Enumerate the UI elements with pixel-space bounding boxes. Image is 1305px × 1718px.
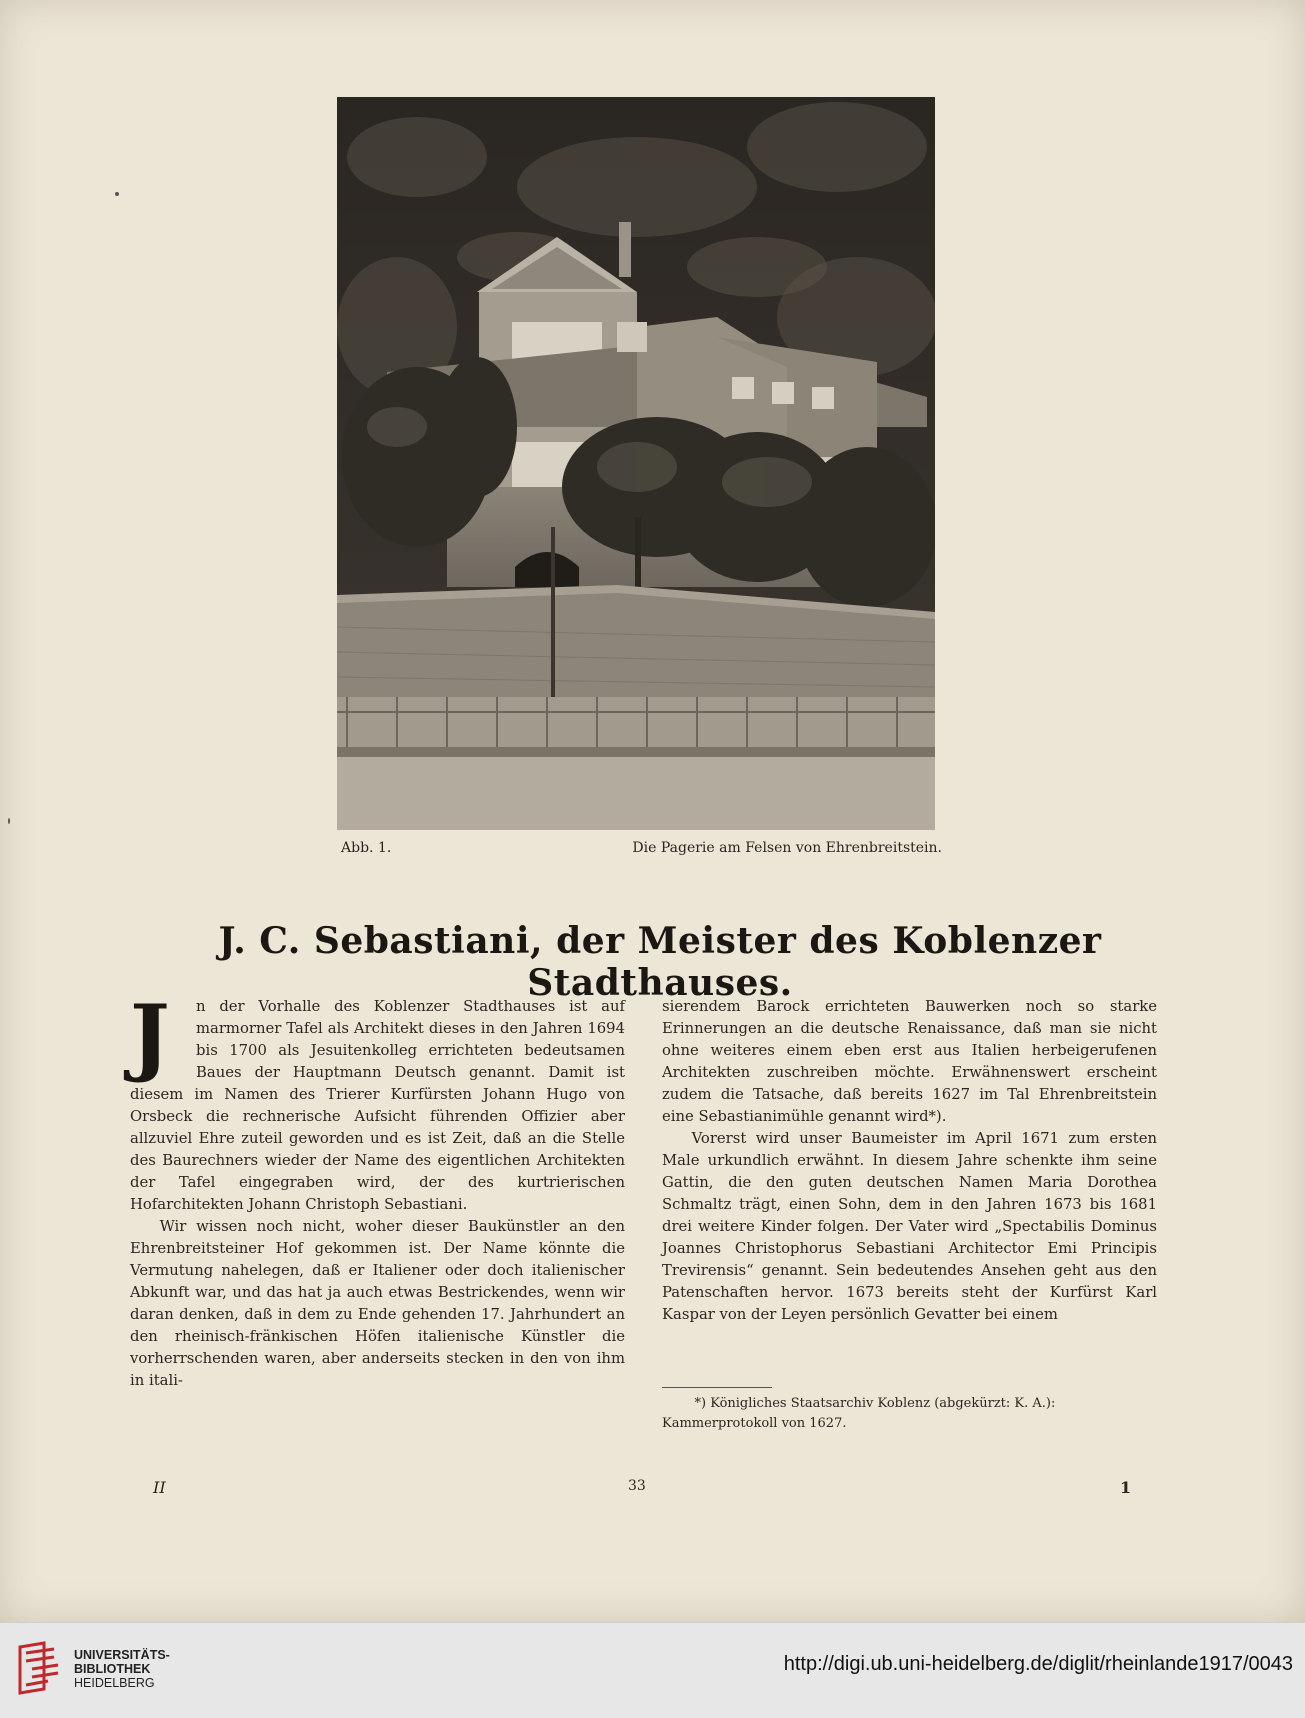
paragraph-text: n der Vorhalle des Koblenzer Stadthauses ist auf marmorner Tafel als Architekt dieses in den Jahren 1694 bis 1700 als Jesuitenkolleg errichteten bedeutsamen Baues der Hauptmann Deutsch genannt. Damit ist diesem im Namen des Trierer Kurfürsten Johann Hugo von Orsbeck die rechnerische Aufsicht führenden Offizier aber allzuviel Ehre zuteil geworden und es ist Zeit, daß an die Stelle des Baurechners wieder der Name des eigentlichen Architekten der Tafel eingegraben wird, der des kurtrierischen Hofarchitekten Johann Christoph Sebastiani. — [130, 998, 625, 1213]
drop-cap: J — [130, 986, 170, 1085]
paragraph — [130, 986, 625, 1216]
viewer-footer — [0, 1622, 1305, 1718]
signature-mark: II — [153, 1478, 166, 1497]
library-name-line: HEIDELBERG — [74, 1676, 155, 1690]
library-name-line: UNIVERSITÄTS- — [74, 1648, 170, 1662]
building-photograph — [337, 97, 935, 830]
footnote-divider — [662, 1387, 772, 1388]
building-photo-drawing — [337, 97, 935, 830]
permalink-url[interactable]: http://digi.ub.uni-heidelberg.de/diglit/rheinlande1917/0043 — [783, 1653, 1293, 1675]
text-column-left — [130, 986, 625, 1392]
page-number: 33 — [628, 1478, 646, 1494]
figure-label: Abb. 1. — [341, 840, 392, 856]
article-title: J. C. Sebastiani, der Meister des Koblenzer Stadthauses. — [218, 920, 1102, 1004]
footnote: *) Königliches Staatsarchiv Koblenz (abgekürzt: K. A.): Kammerprotokoll von 1627. — [662, 1396, 1056, 1431]
dust-speck — [8, 818, 10, 824]
library-logo-icon — [14, 1639, 62, 1697]
dust-speck — [115, 192, 119, 196]
paragraph: Vorerst wird unser Baumeister im April 1671 zum ersten Male urkundlich erwähnt. In diesem Jahre schenkte ihm seine Gattin, die den guten deutschen Namen Maria Dorothea Schmaltz trägt, einen Sohn, dem in den Jahren 1673 bis 1681 drei weitere Kinder folgen. Der Vater wird „Spectabilis Dominus Joannes Christophorus Sebastiani Architector Emi Principis Trevirensis“ genannt. Sein bedeutendes Ansehen geht aus den Patenschaften hervor. 1673 bereits steht der Kurfürst Karl Kaspar von der Leyen persönlich Gevatter bei einem — [662, 1130, 1157, 1323]
figure-caption: Die Pagerie am Felsen von Ehrenbreitstein. — [632, 840, 942, 856]
sheet-number: 1 — [1120, 1478, 1132, 1497]
library-name — [74, 1648, 170, 1690]
paragraph: sierendem Barock errichteten Bauwerken noch so starke Erinnerungen an die deutsche Renaissance, daß man sie nicht ohne weiteres einem eben erst aus Italien herbeigerufenen Architekten zuschreiben möchte. Erwähnenswert erscheint zudem die Tatsache, daß bereits 1627 im Tal Ehrenbreitstein eine Sebastianimühle genannt wird*). — [662, 998, 1157, 1125]
library-name-line: BIBLIOTHEK — [74, 1662, 151, 1676]
paragraph: Wir wissen noch nicht, woher dieser Baukünstler an den Ehrenbreitsteiner Hof gekommen ist. Der Name könnte die Vermutung nahelegen, daß er Italiener oder doch italienischer Abkunft war, und das hat ja auch etwas Bestrickendes, wenn wir daran denken, daß in dem zu Ende gehenden 17. Jahrhundert an den rheinisch-fränkischen Höfen italienische Künstler die vorherrschenden waren, aber anderseits stecken in den von ihm in itali- — [130, 1218, 625, 1389]
text-column-right — [662, 996, 1157, 1326]
